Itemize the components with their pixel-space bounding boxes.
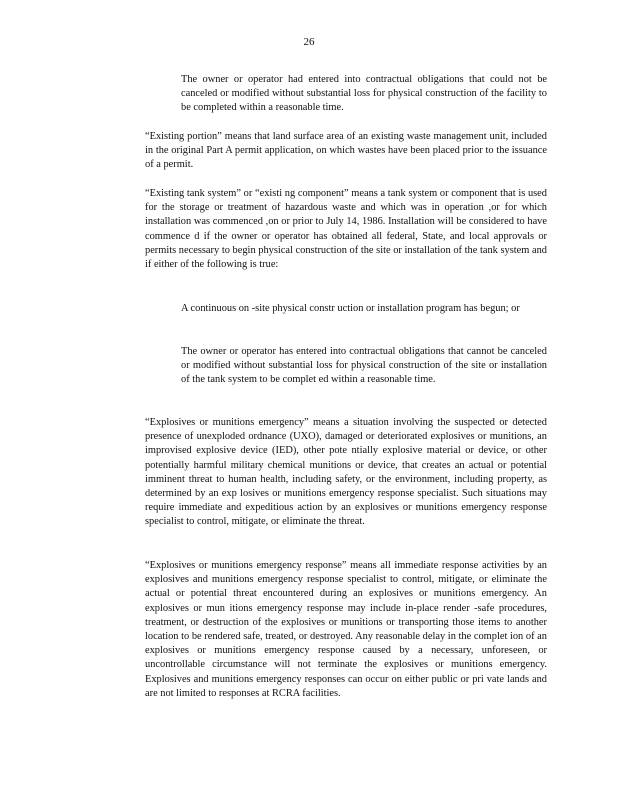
paragraph-existing-tank-system: “Existing tank system” or “existi ng component” means a tank system or component that is used for the storage or treatment of hazardous waste and which was in operation ,or for which installation was commenced ,on or prior to July 14, 1986. Installation will be considered to have commence d if the owner or operator has obtained all federal, State, and local approvals or permits necessary to begin physical construction of the site or installation of the tank system and if either of the following is true:	[145, 188, 547, 271]
paragraph-existing-portion: “Existing portion” means that land surface area of an existing waste management unit, included in the original Part A permit application, on which wastes have been placed prior to the issuance of a permit.	[145, 131, 547, 171]
paragraph-tank-construction-obligation: The owner or operator has entered into contractual obligations that cannot be canceled or modified without substantial loss for physical construction of the site or installation of the tank system to be complet ed within a reasonable time.	[181, 346, 547, 386]
paragraph-continuous-construction: A continuous on -site physical constr uction or installation program has begun; or	[181, 303, 520, 314]
page-number: 26	[303, 36, 315, 48]
paragraph-explosives-munitions-emergency: “Explosives or munitions emergency” means a situation involving the suspected or detected presence of unexploded ordnance (UXO), damaged or deteriorated explosives or munitions, an improvised explosive device (IED), other pote ntially explosive material or device, or other potentially harmful military chemical munitions or device, that creates an actual or potential imminent threat to human health, including safety, or the environment, including property, as determined by an exp losives or munitions emergency response specialist. Such situations may require immediate and expeditious action by an explosives or munitions emergency response specialist to control, mitigate, or eliminate the threat.	[145, 417, 547, 528]
paragraph-facility-construction-obligation: The owner or operator had entered into contractual obligations that could not be canceled or modified without substantial loss for physical construction of the facility to be completed within a reasonable time.	[181, 74, 547, 114]
paragraph-explosives-munitions-emergency-response: “Explosives or munitions emergency response” means all immediate response activities by an explosives and munitions emergency response specialist to control, mitigate, or eliminate the actual or potential threat encountered during an explosives or munitions emergency. An explosives or mun itions emergency response may include in-place render -safe procedures, treatment, or destruction of the explosives or munitions or transporting those items to another location to be rendered safe, treated, or destroyed. Any reasonable delay in the complet ion of an explosives or munitions emergency response caused by a necessary, unforeseen, or uncontrollable circumstance will not terminate the explosives or munitions emergency. Explosives and munitions emergency responses can occur on either public or pri vate lands and are not limited to responses at RCRA facilities.	[145, 560, 547, 699]
